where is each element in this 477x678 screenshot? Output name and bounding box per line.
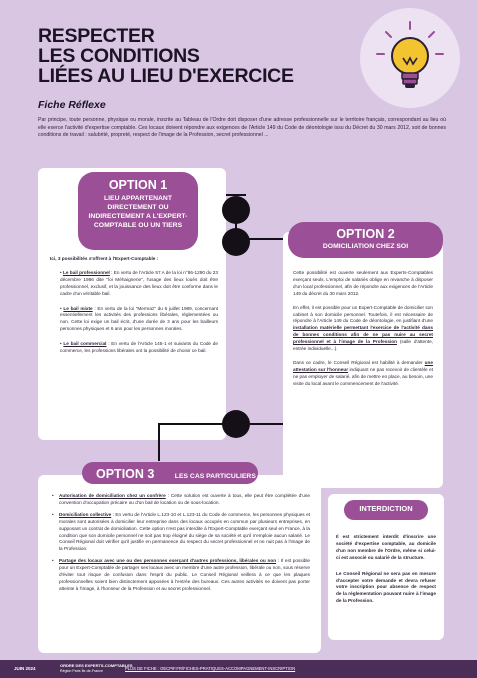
title-line-1: RESPECTER xyxy=(38,25,155,47)
option3-item-1: • Autorisation de domiciliation chez un confrère : Cette solution est ouverte à tous, elle peut être complétée d'une convention d'occupation précaire ou d'un bail de location ou de sous-location. xyxy=(52,493,310,507)
connector-node-3 xyxy=(222,410,250,438)
page-subtitle: Fiche Réflexe xyxy=(38,99,106,111)
interdiction-header: INTERDICTION xyxy=(344,500,428,520)
option3-item-2: • Domiciliation collective : En vertu de l'Article L.123-10 et L.123-11 du Code de commerce, les personnes physiques et morales sont autorisées à domicilier leur entreprise dans des locaux occupés en commun par plusieurs entreprises, en supposant un contrat de domiciliation. Cette option n'est pas interdite à l'Expert-Comptable exerçant seul en France, à la condition que son domicile personnel ne soit pas trop éloigné du siège de sa société et qu'il n'emploie aucun salarié. Le Conseil Régional doit vérifier qu'il justifie en permanence du respect du secret professionnel et ne nuit pas à l'image de la Profession. xyxy=(52,512,310,553)
intro-paragraph: Par principe, toute personne, physique ou morale, inscrite au Tableau de l'Ordre doit disposer d'une adresse professionnelle sur le territoire français, correspondant au lieu où elle exerce l'activité d'expertise comptable. Ces locaux doivent répondre aux exigences de l'Article 149 du Code de déontologie issu du Décret du 30 mars 2012, soit de bonnes conditions de travail : salubrité, propreté, respect de l'image de la Profession, secret professionnel ... xyxy=(38,117,446,139)
title-line-2: LES CONDITIONS xyxy=(38,45,200,67)
connector-line-3 xyxy=(160,423,224,425)
option3-item-3: • Partage des locaux avec une ou des personnes exerçant d'autres professions, libérales ou non : Il est possible pour un Expert-Comptable de partager ses locaux avec un membre d'une autre profession, libérale ou non, sous réserve d'éviter tout risque de confusion dans l'esprit du public. Le Conseil Régional veillera à ce que les plaques professionnelles soient bien distinctement apposées à l'entrée des bureaux. Ces autres activités ne doivent pas porter atteinte à l'image, à l'honneur de la Profession et au secret professionnel. xyxy=(52,558,310,593)
option3-header: OPTION 3 LES CAS PARTICULIERS xyxy=(82,462,258,484)
option2-header: OPTION 2 DOMICILIATION CHEZ SOI xyxy=(288,222,443,258)
connector-node-2 xyxy=(222,228,250,256)
footer-org: ORDRE DES EXPERTS-COMPTABLES xyxy=(60,663,133,668)
option1-item-1: • Le bail professionnel : En vertu de l'Article 57 A de la loi n°86-1290 du 23 décembre 1986 dite "loi Méhaignerie", l'usage des lieux loués doit être professionnel, exclusif, et la jouissance des lieux doit être conforme dans le cadre d'un véritable bail. xyxy=(60,269,218,296)
page-title xyxy=(38,26,338,86)
option3-card xyxy=(38,475,321,653)
interdiction-paragraph-2: Le Conseil Régional ne sera pas en mesure d'accepter votre demande et devra refuser votre inscription pour absence de respect de la réglementation pouvant nuire à l'image de la Profession. xyxy=(336,570,436,604)
lightbulb-icon xyxy=(370,18,450,98)
connector-node-1 xyxy=(222,196,250,224)
connector-line-2 xyxy=(248,238,288,240)
lightbulb-badge xyxy=(360,8,460,108)
interdiction-paragraph-1: Il est strictement interdit d'inscrire une société d'expertise comptable, au domicile d'un non membre de l'Ordre, même si celui-ci est associé ou salarié de la structure. xyxy=(336,534,436,560)
footer-date: JUIN 2024 xyxy=(14,666,36,671)
option1-lead: Ici, 3 possibilités s'offrent à l'Expert-Comptable : xyxy=(50,256,159,261)
footer xyxy=(0,660,477,678)
option2-card xyxy=(283,232,443,488)
option1-item-3: • Le bail commercial : En vertu de l'Article 145-1 et suivants du Code de commerce, les professions libérales ont la possibilité de choisir ce bail. xyxy=(60,341,218,354)
option1-item-2: • Le bail mixte : En vertu de la loi "Mermaz" du 6 juillet 1989, concernant essentiellement les activités des professions libérales, réglementées ou non. Cette loi exige un bail écrit, d'une durée de 3 ans pour les bailleurs personnes physiques et 6 ans pour les personnes morales. xyxy=(60,305,218,332)
option2-paragraph-2: En effet, il est possible pour un Expert-Comptable de domicilier son cabinet à son domicile personnel. Toutefois, il est nécessaire de répondre à l'Article 149 du Code de déontologie, en justifiant d'une installation matérielle permettant l'exercice de l'activité dans de bonnes conditions afin de ne pas nuire au secret professionnel et à l'image de la Profession (salle d'attente, entrée individuelle...). xyxy=(293,304,433,352)
connector-line-4 xyxy=(158,423,160,461)
title-line-3: LIÉES AU LIEU D'EXERCICE xyxy=(38,65,294,87)
footer-link[interactable]: PLUS DE FICHE : OECPIF.FR/FICHES-PRATIQUES-ACCOMPAGNEMENT-INSCRIPTION xyxy=(125,666,296,671)
option2-paragraph-1: Cette possibilité est ouverte seulement aux Experts-Comptables exerçant seuls. L'emploi de salariés oblige en revanche à disposer d'un local professionnel, afin de répondre aux exigences de l'Article 149 du décret du 30 mars 2012. xyxy=(293,270,433,296)
option2-paragraph-3: Dans ce cadre, le Conseil Régional est habilité à demander une attestation sur l'honneur indiquant ne pas recevoir de clientèle et ne pas employer de salarié, afin de mettre en place, au besoin, une visite du local avant le commencement de l'activité. xyxy=(293,359,433,386)
footer-region: Région Paris Île-de-France xyxy=(60,669,103,673)
option1-header: OPTION 1 LIEU APPARTENANT DIRECTEMENT OU INDIRECTEMENT A L'EXPERT-COMPTABLE OU UN TIERS xyxy=(78,172,198,250)
